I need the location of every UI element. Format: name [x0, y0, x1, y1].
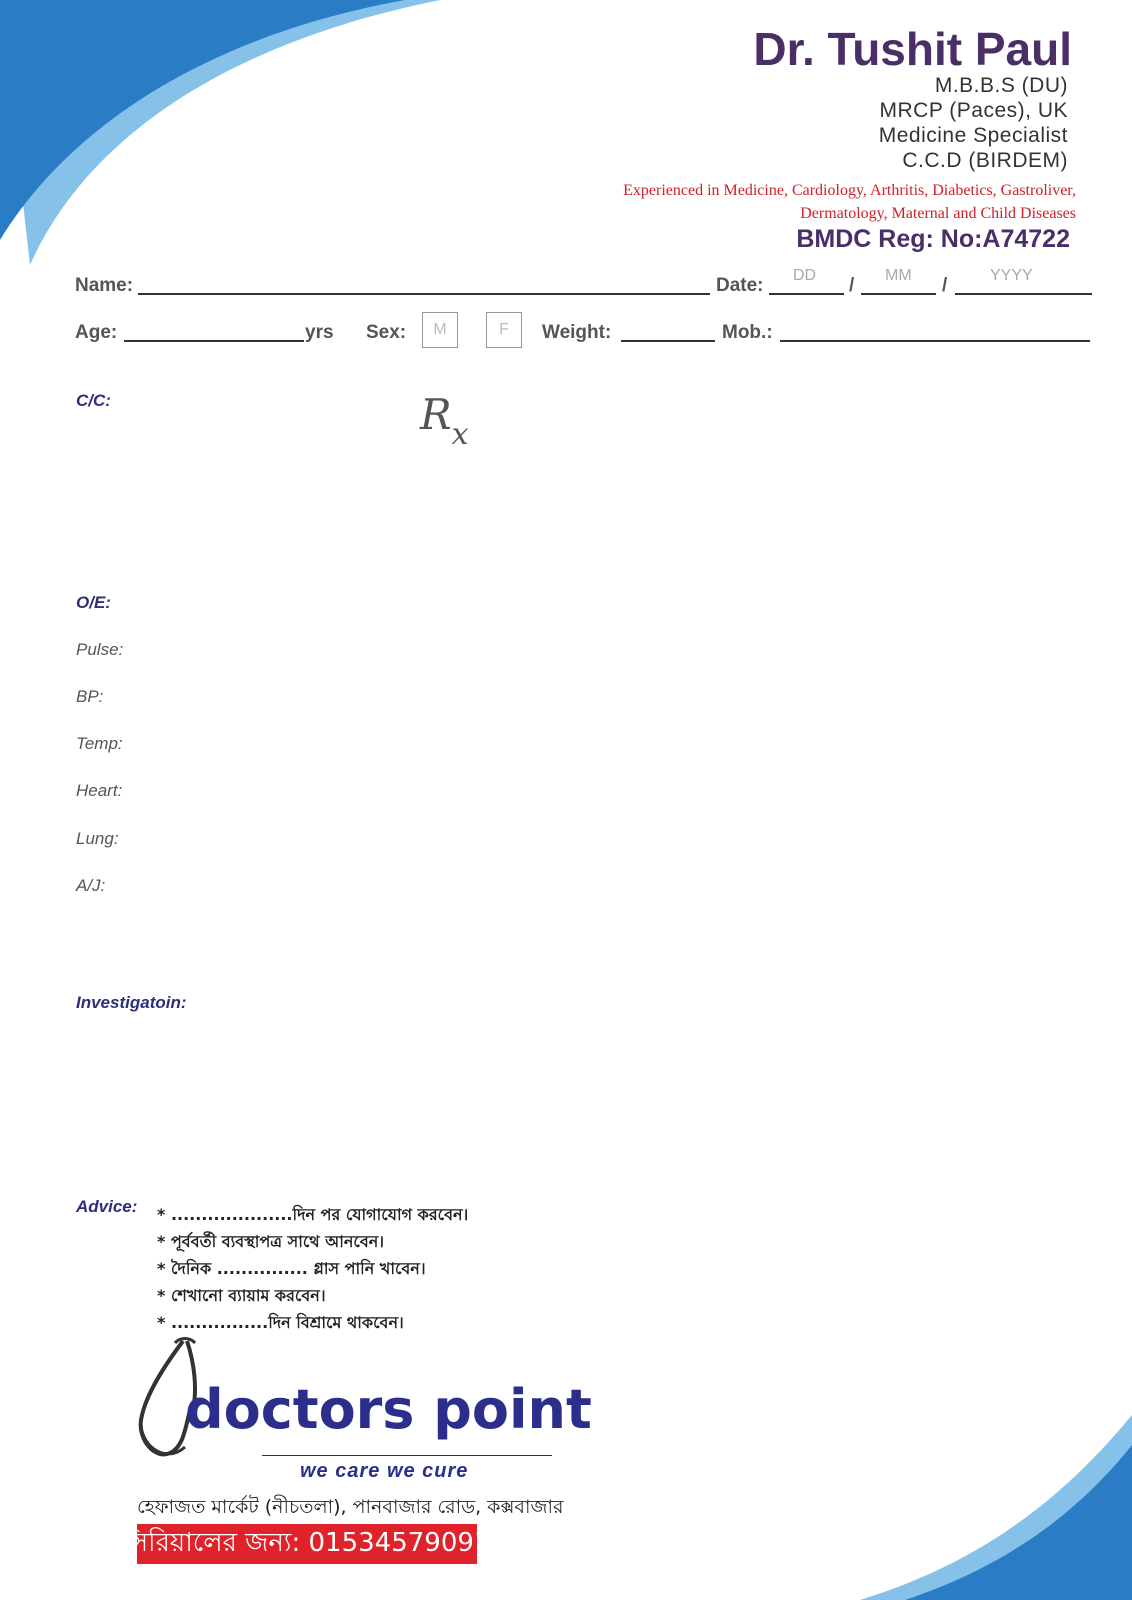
qualification-mbbs: M.B.B.S (DU): [934, 74, 1068, 97]
qualification-mrcp: MRCP (Paces), UK: [879, 99, 1068, 122]
doctor-name: Dr. Tushit Paul: [753, 23, 1072, 75]
date-day-field[interactable]: [769, 293, 844, 295]
temp-label: Temp:: [76, 734, 123, 753]
logo-divider: [262, 1455, 552, 1456]
qualification-ccd: C.C.D (BIRDEM): [902, 149, 1068, 172]
logo-tagline: we care we cure: [300, 1460, 469, 1482]
weight-field[interactable]: [621, 340, 715, 342]
clinic-address: হেফাজত মার্কেট (নীচতলা), পানবাজার রোড, কক্সবাজার: [137, 1496, 564, 1518]
sex-label: Sex:: [366, 322, 407, 343]
experience-line-2: Dermatology, Maternal and Child Diseases: [800, 205, 1076, 222]
age-label: Age:: [75, 322, 118, 343]
serial-phone-banner: সিরিয়ালের জন্য: 01534579091: [137, 1524, 477, 1564]
lung-label: Lung:: [76, 829, 119, 848]
name-field[interactable]: [138, 293, 710, 295]
sex-female-checkbox[interactable]: F: [486, 312, 522, 348]
age-unit: yrs: [305, 322, 334, 343]
name-label: Name:: [75, 275, 134, 296]
date-year-field[interactable]: [955, 293, 1092, 295]
date-month-field[interactable]: [861, 293, 936, 295]
mobile-label: Mob.:: [722, 322, 773, 343]
advice-item-1: * ....................দিন পর যোগাযোগ করবেন।: [157, 1205, 469, 1224]
bp-label: BP:: [76, 687, 104, 706]
date-slash-2: /: [942, 275, 948, 296]
date-slash-1: /: [849, 275, 855, 296]
bmdc-registration: BMDC Reg: No:A74722: [796, 225, 1070, 253]
advice-item-5: * ................দিন বিশ্রামে থাকবেন।: [157, 1313, 404, 1332]
date-year-placeholder: YYYY: [990, 267, 1033, 284]
rx-symbol: $R_x$: [420, 390, 469, 453]
experience-line-1: Experienced in Medicine, Cardiology, Arthritis, Diabetics, Gastroliver,: [623, 182, 1076, 199]
date-label: Date:: [716, 275, 764, 296]
age-field[interactable]: [124, 340, 304, 342]
mobile-field[interactable]: [780, 340, 1090, 342]
date-month-placeholder: MM: [885, 267, 912, 284]
date-day-placeholder: DD: [793, 267, 817, 284]
investigation-heading: Investigatoin:: [76, 993, 187, 1012]
heart-label: Heart:: [76, 781, 123, 800]
advice-item-3: * দৈনিক ............... গ্লাস পানি খাবেন।: [157, 1259, 426, 1278]
weight-label: Weight:: [542, 322, 612, 343]
logo-wordmark: doctors point: [185, 1378, 592, 1441]
qualification-specialist: Medicine Specialist: [878, 124, 1068, 147]
examination-heading: O/E:: [76, 593, 111, 612]
pulse-label: Pulse:: [76, 640, 124, 659]
advice-item-2: * পূর্ববর্তী ব্যবস্থাপত্র সাথে আনবেন।: [157, 1232, 385, 1251]
advice-heading: Advice:: [76, 1197, 138, 1216]
aj-label: A/J:: [76, 876, 106, 895]
advice-item-4: * শেখানো ব্যায়াম করবেন।: [157, 1286, 326, 1305]
sex-male-checkbox[interactable]: M: [422, 312, 458, 348]
chief-complaint-heading: C/C:: [76, 391, 111, 410]
